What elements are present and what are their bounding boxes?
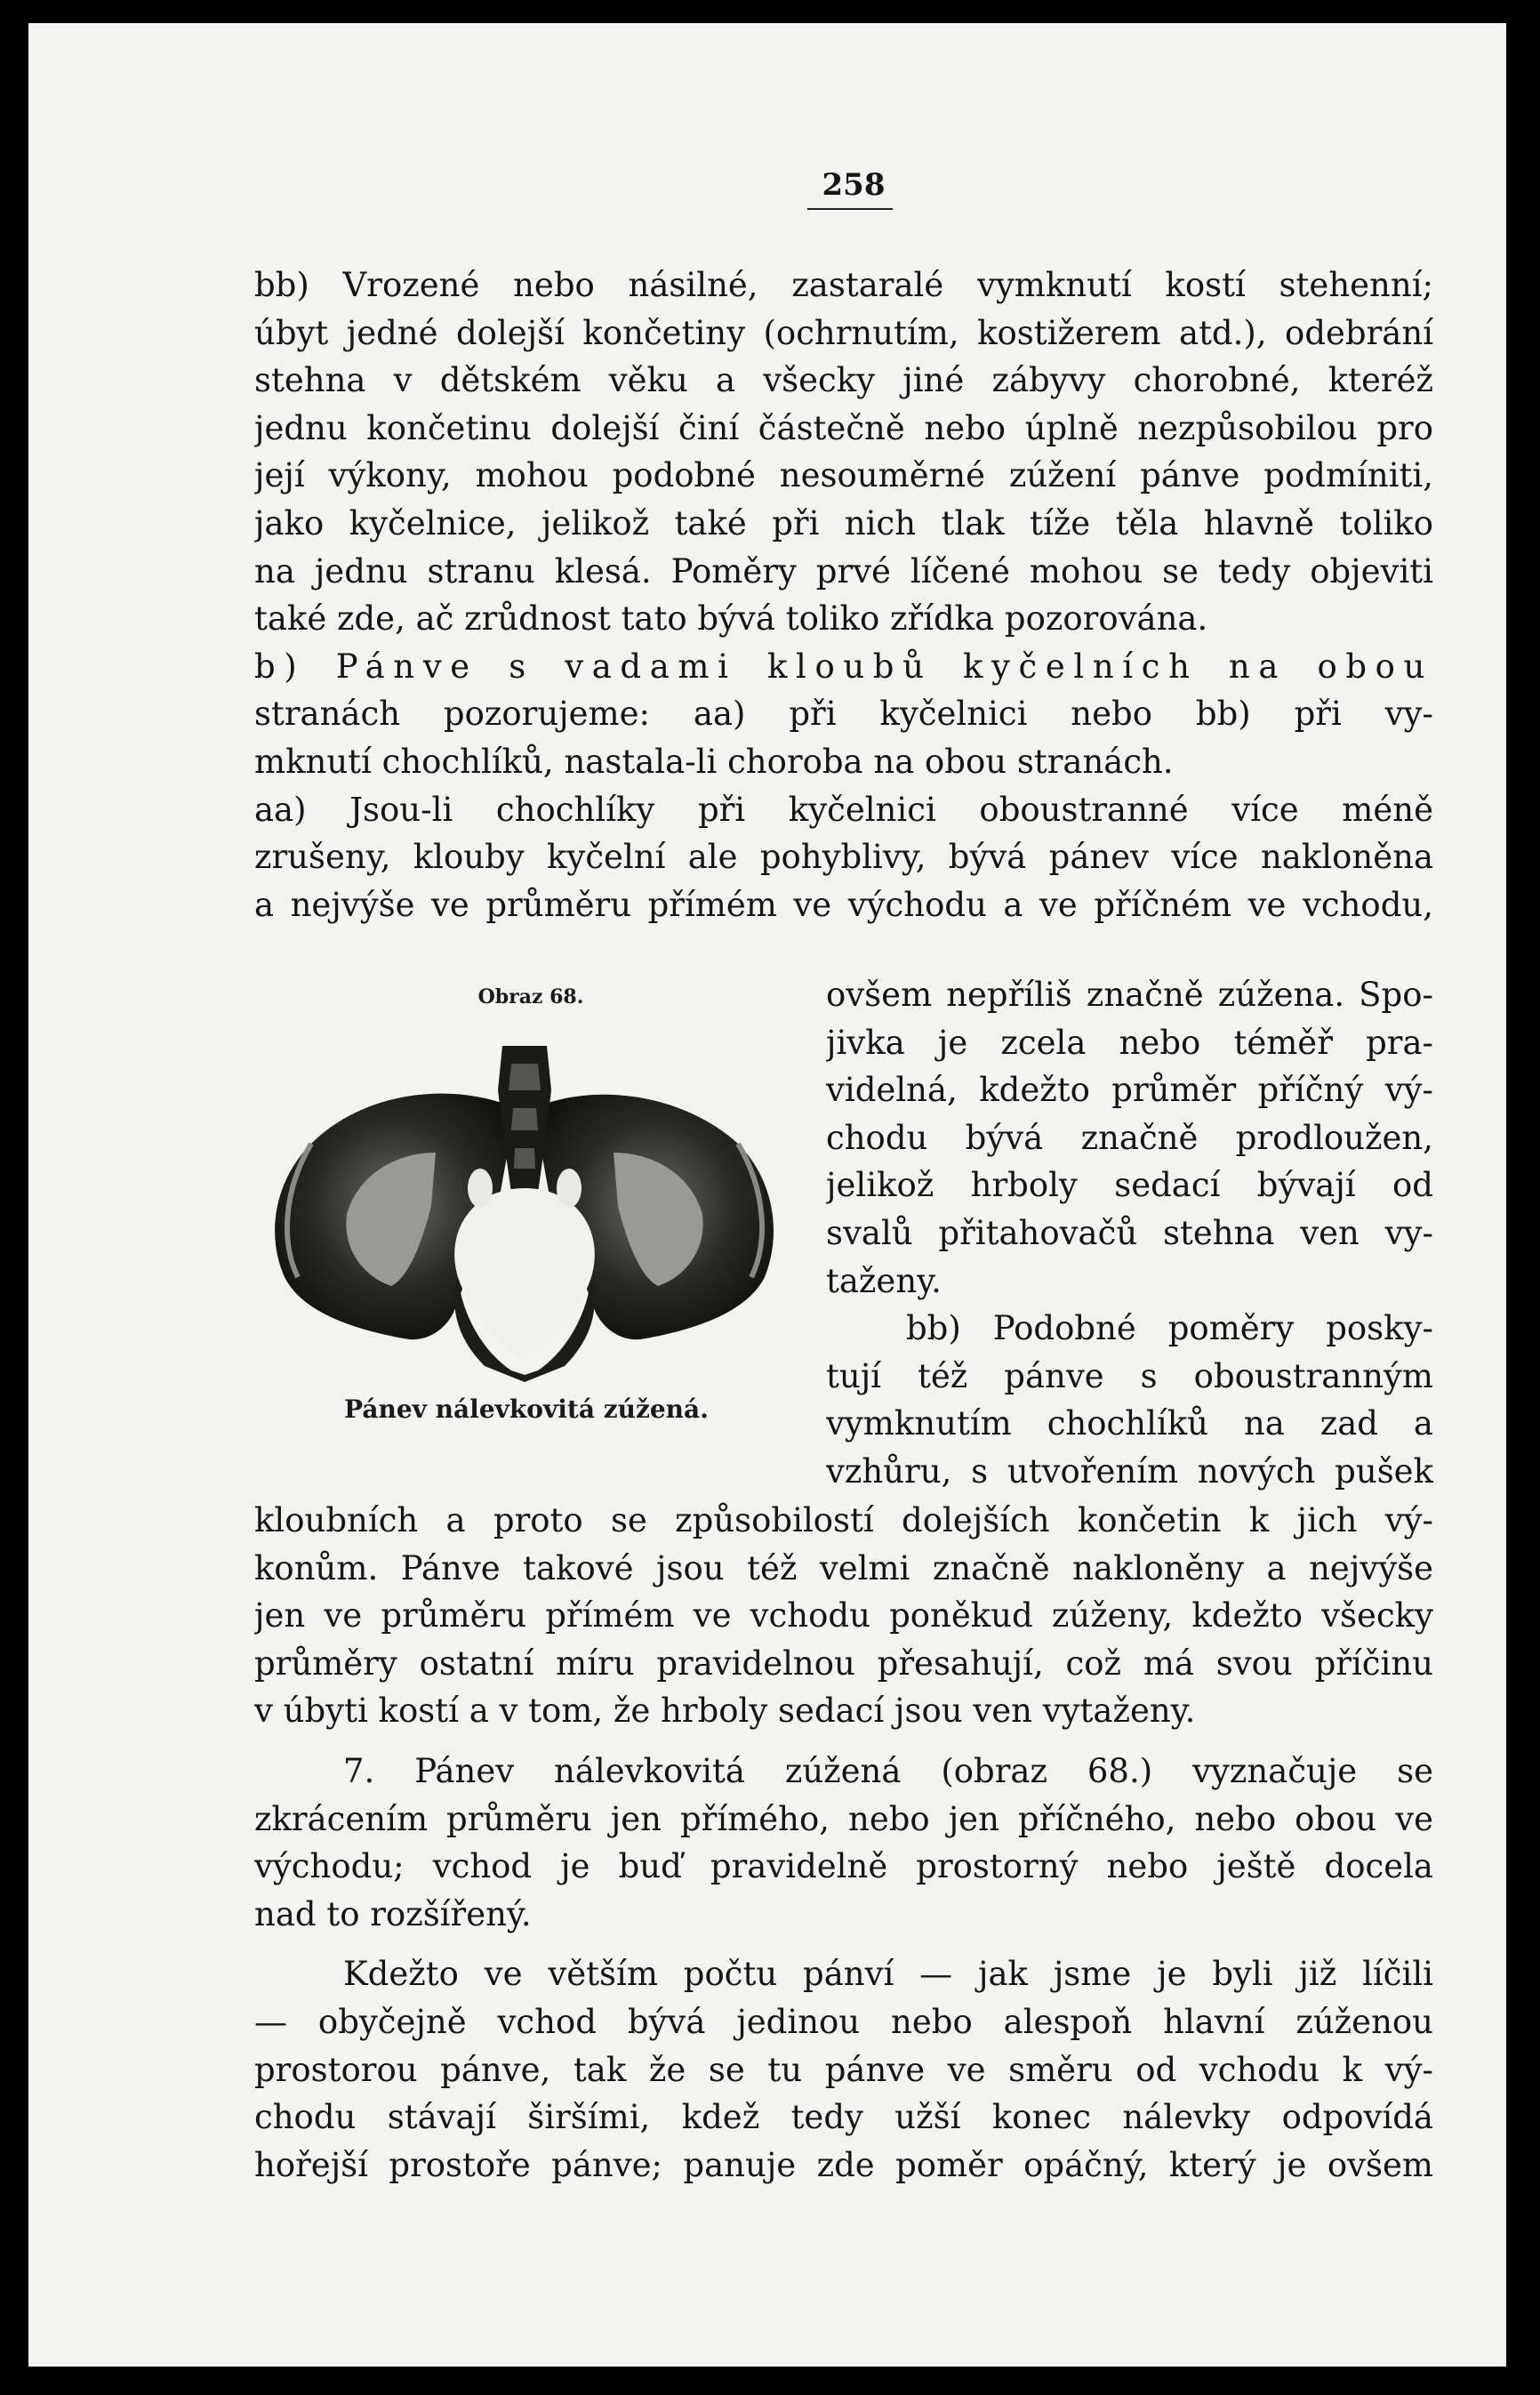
page [28,23,1506,2367]
text-line: jivka je zcela nebo téměř pra- [826,1023,1433,1062]
text-line: úbyt jedné dolejší končetiny (ochrnutím, kostižerem atd.), odebrání [254,313,1433,352]
text-line: jednu končetinu dolejší činí částečně nebo úplně nezpůsobilou pro [254,408,1433,447]
text-line: ovšem nepříliš značně zúžena. Spo- [826,976,1433,1014]
text-line: vzhůru, s utvořením nových pušek [826,1451,1433,1491]
text-line: prostorou pánve, tak že se tu pánve ve směru od vchodu k vý- [254,2050,1433,2089]
text-line: 7. Pánev nálevkovitá zúžená (obraz 68.) vyznačuje se [343,1751,1433,1790]
text-line: zrušeny, klouby kyčelní ale pohyblivy, bývá pánev více nakloněna [254,838,1433,877]
text-line: jen ve průměru přímém ve vchodu poněkud zúženy, kdežto všecky [254,1596,1433,1636]
text-line: Kdežto ve větším počtu pánví — jak jsme je byli již líčili [343,1955,1433,1994]
text-block-top [254,261,1433,928]
text-line: chodu stávají širšími, kdež tedy užší konec nálevky odpovídá [254,2098,1433,2137]
text-line: taženy. [826,1261,942,1300]
text-line: kloubních a proto se způsobilostí dolejších končetin k jich vý- [254,1501,1433,1539]
text-line: svalů přitahovačů stehna ven vy- [826,1213,1433,1252]
page-number: 258 [822,167,886,203]
text-line: průměry ostatní míru pravidelnou přesahují, což má svou příčinu [254,1644,1433,1683]
text-line: její výkony, mohou podobné nesouměrné zúžení pánve podmíniti, [254,456,1433,495]
text-line: mknutí chochlíků, nastala-li choroba na obou stranách. [254,742,1174,781]
text-block-bottom [254,1497,1433,2189]
figure-title: Obraz 68. [477,985,584,1009]
text-line: tují též pánve s oboustranným [826,1356,1433,1395]
text-line: stehna v dětském věku a všecky jiné zábyvy chorobné, kteréž [254,361,1433,400]
text-line: a nejvýše ve průměru přímém ve východu a ve příčném ve vchodu, [254,885,1433,924]
text-line: také zde, ač zrůdnost tato bývá toliko zřídka pozorována. [254,599,1208,639]
text-line: vymknutím chochlíků na zad a [826,1404,1433,1443]
text-block-right-column [826,971,1433,1496]
text-line: v úbyti kostí a v tom, že hrboly sedací jsou ven vytaženy. [254,1692,1196,1731]
text-line: aa) Jsou-li chochlíky při kyčelnici oboustranné více méně [254,790,1433,829]
text-line: konům. Pánve takové jsou též velmi značně nakloněny a nejvýše [254,1548,1433,1587]
text-line: východu; vchod je buď pravidelně prostorný nebo ještě docela [254,1847,1433,1886]
text-line: hořejší prostoře pánve; panuje zde poměr opáčný, který je ovšem [254,2145,1433,2184]
text-line: jelikož hrboly sedací bývají od [826,1166,1433,1205]
text-line: jako kyčelnice, jelikož také při nich tlak tíže těla hlavně toliko [254,503,1433,542]
text-line: nad to rozšířený. [254,1894,532,1933]
figure-caption: Pánev nálevkovitá zúžená. [344,1394,709,1424]
text-line: zkrácením průměru jen přímého, nebo jen příčného, nebo obou ve [254,1799,1433,1838]
text-line: bb) Vrozené nebo násilné, zastaralé vymknutí kostí stehenní; [254,266,1433,304]
text-line: bb) Podobné poměry posky- [906,1309,1433,1348]
pelvis-figure [258,1010,791,1384]
text-line: b) Pánve s vadami kloubů kyčelních na obou [254,647,1433,686]
text-line: chodu bývá značně prodloužen, [826,1118,1433,1157]
page-number-rule [807,208,893,210]
text-line: na jednu stranu klesá. Poměry prvé líčené mohou se tedy objeviti [254,551,1433,591]
text-line: videlná, kdežto průměr příčný vý- [826,1071,1433,1110]
text-line: stranách pozorujeme: aa) při kyčelnici nebo bb) při vy- [254,695,1433,734]
text-line: — obyčejně vchod bývá jedinou nebo alespoň hlavní zúženou [254,2002,1433,2041]
